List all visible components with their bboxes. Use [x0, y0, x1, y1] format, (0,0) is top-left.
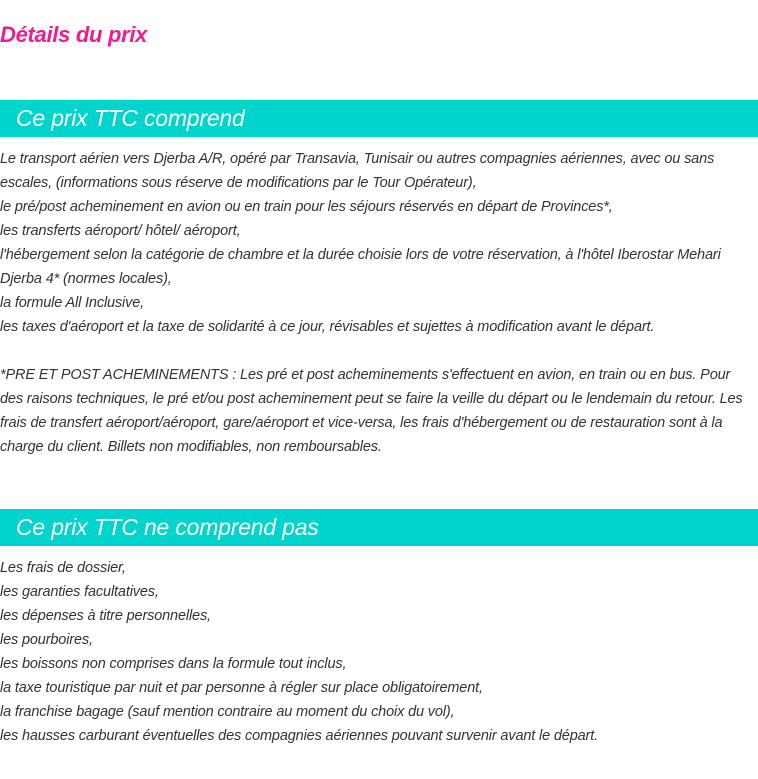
- includes-item: les taxes d'aéroport et la taxe de solidarité à ce jour, révisables et sujettes à modification avant le départ.: [0, 319, 655, 335]
- excludes-item: les hausses carburant éventuelles des compagnies aériennes pouvant survenir avant le départ.: [0, 728, 598, 744]
- includes-list: [0, 147, 752, 339]
- excludes-item: la franchise bagage (sauf mention contraire au moment du choix du vol),: [0, 704, 455, 720]
- includes-heading: Ce prix TTC comprend: [16, 105, 245, 131]
- excludes-heading: Ce prix TTC ne comprend pas: [16, 514, 319, 540]
- includes-item: le pré/post acheminement en avion ou en train pour les séjours réservés en départ de Provinces*,: [0, 199, 613, 215]
- excludes-heading-band: [0, 509, 758, 546]
- page-title: Détails du prix: [0, 22, 148, 47]
- excludes-item: les garanties facultatives,: [0, 584, 159, 600]
- includes-item: la formule All Inclusive,: [0, 295, 144, 311]
- excludes-item: la taxe touristique par nuit et par personne à régler sur place obligatoirement,: [0, 680, 483, 696]
- excludes-item: Les frais de dossier,: [0, 560, 126, 576]
- includes-item: les transferts aéroport/ hôtel/ aéroport,: [0, 223, 241, 239]
- includes-item: Le transport aérien vers Djerba A/R, opéré par Transavia, Tunisair ou autres compagnies aériennes, avec ou sans escales, (informations sous réserve de modifications par le Tour Opérateur),: [0, 151, 715, 191]
- acheminement-note-text: *PRE ET POST ACHEMINEMENTS : Les pré et post acheminements s'effectuent en avion, en train ou en bus. Pour des raisons techniques, le pré et/ou post acheminement peut se faire la veille du départ ou le lendemain du retour. Les frais de transfert aéroport/aéroport, gare/aéroport et vice-versa, les frais d'hébergement ou de restauration sont à la charge du client. Billets non modifiables, non remboursables.: [0, 367, 743, 455]
- excludes-list: [0, 556, 752, 748]
- excludes-item: les pourboires,: [0, 632, 93, 648]
- includes-item: l'hébergement selon la catégorie de chambre et la durée choisie lors de votre réservation, à l'hôtel Iberostar Mehari Djerba 4* (normes locales),: [0, 247, 721, 287]
- excludes-item: les boissons non comprises dans la formule tout inclus,: [0, 656, 347, 672]
- includes-heading-band: [0, 100, 758, 137]
- excludes-item: les dépenses à titre personnelles,: [0, 608, 211, 624]
- acheminement-note: [0, 363, 752, 459]
